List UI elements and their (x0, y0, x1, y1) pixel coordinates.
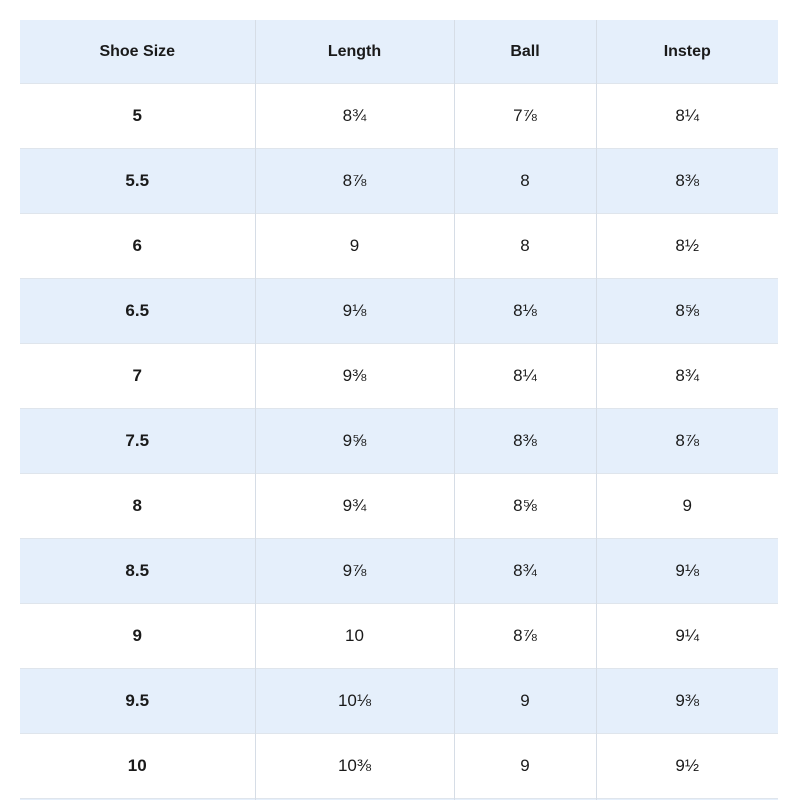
size-chart-container (20, 20, 778, 800)
cell-shoe-size: 7 (20, 344, 255, 409)
cell-length: 10 (255, 604, 454, 669)
cell-shoe-size: 8 (20, 474, 255, 539)
table-row (20, 279, 778, 344)
cell-length: 10⅜ (255, 734, 454, 799)
cell-shoe-size: 5 (20, 84, 255, 149)
cell-shoe-size: 6 (20, 214, 255, 279)
table-row (20, 669, 778, 734)
cell-instep: 9⅛ (596, 539, 778, 604)
table-row (20, 474, 778, 539)
table-row (20, 84, 778, 149)
shoe-size-table (20, 20, 778, 800)
cell-shoe-size: 9.5 (20, 669, 255, 734)
cell-ball: 8⅝ (454, 474, 596, 539)
header-instep: Instep (596, 20, 778, 84)
table-row (20, 409, 778, 474)
table-row (20, 734, 778, 799)
cell-length: 9⅝ (255, 409, 454, 474)
header-length: Length (255, 20, 454, 84)
table-row (20, 149, 778, 214)
cell-ball: 8⅜ (454, 409, 596, 474)
cell-instep: 9½ (596, 734, 778, 799)
cell-ball: 8¾ (454, 539, 596, 604)
cell-instep: 8⅝ (596, 279, 778, 344)
cell-length: 9⅛ (255, 279, 454, 344)
cell-ball: 9 (454, 669, 596, 734)
cell-length: 8¾ (255, 84, 454, 149)
cell-ball: 7⅞ (454, 84, 596, 149)
table-row (20, 344, 778, 409)
cell-length: 9¾ (255, 474, 454, 539)
header-shoe-size: Shoe Size (20, 20, 255, 84)
table-header-row (20, 20, 778, 84)
cell-instep: 8⅜ (596, 149, 778, 214)
cell-length: 8⅞ (255, 149, 454, 214)
cell-ball: 8 (454, 149, 596, 214)
cell-instep: 9 (596, 474, 778, 539)
header-ball: Ball (454, 20, 596, 84)
cell-length: 9⅜ (255, 344, 454, 409)
cell-shoe-size: 9 (20, 604, 255, 669)
table-row (20, 539, 778, 604)
table-row (20, 214, 778, 279)
cell-length: 9 (255, 214, 454, 279)
cell-ball: 8⅞ (454, 604, 596, 669)
cell-instep: 8¼ (596, 84, 778, 149)
cell-instep: 9⅜ (596, 669, 778, 734)
cell-ball: 9 (454, 734, 596, 799)
cell-length: 10⅛ (255, 669, 454, 734)
cell-shoe-size: 7.5 (20, 409, 255, 474)
cell-shoe-size: 6.5 (20, 279, 255, 344)
cell-instep: 9¼ (596, 604, 778, 669)
cell-shoe-size: 8.5 (20, 539, 255, 604)
cell-instep: 8½ (596, 214, 778, 279)
cell-shoe-size: 5.5 (20, 149, 255, 214)
cell-length: 9⅞ (255, 539, 454, 604)
cell-instep: 8¾ (596, 344, 778, 409)
cell-ball: 8¼ (454, 344, 596, 409)
cell-ball: 8 (454, 214, 596, 279)
cell-shoe-size: 10 (20, 734, 255, 799)
table-row (20, 604, 778, 669)
cell-instep: 8⅞ (596, 409, 778, 474)
cell-ball: 8⅛ (454, 279, 596, 344)
